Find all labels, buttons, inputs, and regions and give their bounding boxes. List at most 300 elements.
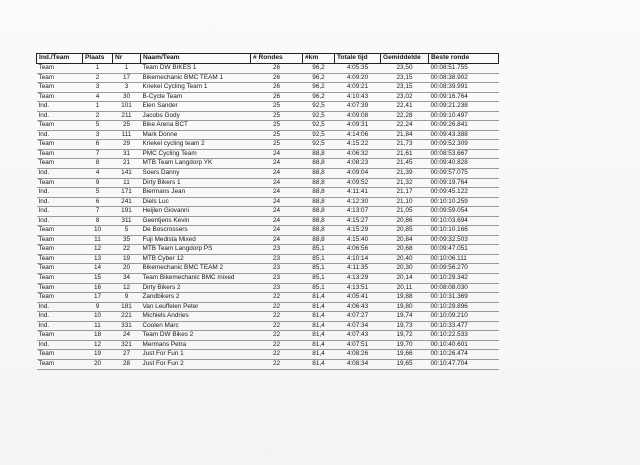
cell-totale-tijd: 4:09:20 [346, 73, 369, 81]
cell-rondes: 24 [272, 216, 281, 224]
cell-totale-tijd: 4:08:26 [346, 350, 369, 358]
cell-beste-ronde: 00:08:51.755 [430, 64, 468, 71]
cell-km: 96,2 [312, 73, 325, 81]
cell-gemiddelde: 21,45 [396, 159, 413, 167]
table-row [37, 159, 499, 169]
cell-gemiddelde: 23,50 [396, 64, 413, 71]
header-rondes: # Rondes [251, 54, 303, 64]
cell-beste-ronde: 00:10:10.166 [430, 226, 468, 234]
cell-km: 81,4 [312, 331, 325, 339]
cell-gemiddelde: 20,30 [396, 264, 413, 272]
cell-rondes: 24 [272, 207, 281, 215]
cell-plaats: 8 [95, 216, 100, 224]
cell-naam-team: B-Cycle Team [142, 92, 183, 100]
cell-gemiddelde: 19,66 [396, 350, 413, 358]
cell-totale-tijd: 4:15:22 [346, 140, 369, 148]
cell-nr: 25 [122, 121, 131, 129]
cell-rondes: 25 [272, 130, 281, 138]
cell-km: 88,8 [312, 159, 325, 167]
cell-ind-team: Team [38, 159, 55, 167]
cell-rondes: 22 [272, 293, 281, 301]
cell-beste-ronde: 00:10:31.369 [430, 293, 468, 301]
cell-ind-team: Ind. [38, 130, 50, 138]
cell-plaats: 10 [93, 312, 102, 320]
cell-beste-ronde: 00:10:29.896 [430, 302, 468, 310]
cell-naam-team: Bike Arena BCT [142, 121, 188, 129]
cell-plaats: 3 [95, 130, 100, 138]
cell-km: 81,4 [312, 312, 325, 320]
cell-rondes: 26 [272, 92, 281, 100]
table-row [37, 331, 499, 341]
cell-nr: 29 [122, 140, 131, 148]
cell-rondes: 25 [272, 121, 281, 129]
cell-totale-tijd: 4:07:34 [346, 321, 369, 329]
cell-gemiddelde: 21,05 [396, 207, 413, 215]
cell-plaats: 16 [93, 283, 102, 291]
cell-rondes: 23 [272, 283, 281, 291]
cell-gemiddelde: 20,68 [396, 245, 413, 253]
cell-rondes: 26 [272, 83, 281, 91]
cell-beste-ronde: 00:09:43.388 [430, 130, 468, 138]
cell-gemiddelde: 21,32 [396, 178, 413, 186]
cell-km: 81,4 [312, 302, 325, 310]
cell-plaats: 2 [95, 111, 100, 119]
header-row [37, 54, 499, 64]
cell-ind-team: Ind. [38, 102, 50, 110]
cell-beste-ronde: 00:10:22.533 [430, 331, 468, 339]
cell-km: 88,8 [312, 169, 325, 177]
table-row [37, 226, 499, 236]
cell-km: 92,5 [312, 121, 325, 129]
table-row [37, 197, 499, 207]
cell-beste-ronde: 00:08:53.667 [430, 149, 468, 157]
table-row [37, 321, 499, 331]
header-ind-team: Ind./Team [37, 54, 83, 64]
header-beste-ronde: Beste ronde [429, 54, 499, 64]
cell-km: 85,1 [312, 245, 325, 253]
cell-naam-team: Team Bikemechanic BMC mixed [142, 274, 235, 282]
cell-plaats: 8 [95, 159, 100, 167]
cell-ind-team: Team [38, 350, 55, 358]
cell-plaats: 9 [95, 302, 100, 310]
cell-gemiddelde: 20,11 [396, 283, 413, 291]
cell-km: 96,2 [312, 64, 325, 71]
cell-rondes: 26 [272, 73, 281, 81]
cell-nr: 141 [121, 169, 132, 177]
cell-totale-tijd: 4:13:51 [346, 283, 369, 291]
cell-naam-team: MTB Team Langdorp YK [142, 159, 213, 167]
cell-km: 88,8 [312, 188, 325, 196]
cell-totale-tijd: 4:07:51 [346, 340, 369, 348]
cell-beste-ronde: 00:10:29.342 [430, 274, 468, 282]
cell-ind-team: Ind. [38, 312, 50, 320]
cell-nr: 221 [121, 312, 132, 320]
cell-gemiddelde: 22,41 [396, 102, 413, 110]
cell-nr: 20 [122, 264, 131, 272]
table-row [37, 235, 499, 245]
header-nr: Nr [113, 54, 141, 64]
cell-nr: 27 [122, 350, 131, 358]
table-row [37, 312, 499, 322]
cell-rondes: 22 [272, 302, 281, 310]
cell-ind-team: Team [38, 359, 55, 367]
table-row [37, 293, 499, 303]
table-row [37, 207, 499, 217]
table-row [37, 302, 499, 312]
cell-km: 81,4 [312, 359, 325, 367]
cell-beste-ronde: 00:10:26.474 [430, 350, 468, 358]
cell-rondes: 22 [272, 350, 281, 358]
cell-gemiddelde: 19,70 [396, 340, 413, 348]
cell-km: 88,8 [312, 149, 325, 157]
cell-km: 88,8 [312, 207, 325, 215]
cell-gemiddelde: 19,72 [396, 331, 413, 339]
cell-beste-ronde: 00:10:40.601 [430, 340, 468, 348]
table-row [37, 64, 499, 74]
cell-plaats: 5 [95, 188, 100, 196]
cell-gemiddelde: 20,85 [396, 226, 413, 234]
cell-beste-ronde: 00:09:47.051 [430, 245, 468, 253]
cell-km: 81,4 [312, 350, 325, 358]
cell-naam-team: Jacobs Gody [142, 111, 180, 119]
cell-plaats: 18 [93, 331, 102, 339]
cell-rondes: 24 [272, 235, 281, 243]
cell-rondes: 24 [272, 178, 281, 186]
cell-gemiddelde: 20,40 [396, 254, 413, 262]
cell-plaats: 10 [93, 226, 102, 234]
cell-ind-team: Team [38, 121, 55, 129]
cell-gemiddelde: 22,28 [396, 111, 413, 119]
table-row [37, 350, 499, 360]
cell-naam-team: Coolen Marc [142, 321, 179, 329]
cell-nr: 21 [122, 159, 131, 167]
cell-naam-team: Diels Luc [142, 197, 169, 205]
cell-gemiddelde: 22,24 [396, 121, 413, 129]
cell-nr: 311 [121, 216, 132, 224]
cell-km: 88,8 [312, 226, 325, 234]
cell-naam-team: Team DW Bikes 2 [142, 331, 194, 339]
cell-rondes: 24 [272, 188, 281, 196]
cell-gemiddelde: 19,88 [396, 293, 413, 301]
cell-naam-team: Just For Fun 1 [142, 350, 184, 358]
cell-plaats: 3 [95, 83, 100, 91]
cell-ind-team: Team [38, 140, 55, 148]
cell-naam-team: Van Leuffelen Peter [142, 302, 199, 310]
cell-plaats: 17 [93, 293, 102, 301]
cell-naam-team: Kriekel cycling team 2 [142, 140, 205, 148]
cell-km: 96,2 [312, 92, 325, 100]
cell-naam-team: Just For Fun 2 [142, 359, 184, 367]
cell-naam-team: Mark Donne [142, 130, 178, 138]
cell-beste-ronde: 00:09:26.841 [430, 121, 468, 129]
cell-plaats: 11 [94, 235, 101, 243]
cell-km: 92,5 [312, 140, 325, 148]
cell-totale-tijd: 4:05:35 [346, 64, 369, 71]
header-totale-tijd: Totale tijd [335, 54, 381, 64]
cell-km: 88,8 [312, 178, 325, 186]
cell-nr: 19 [122, 254, 131, 262]
cell-gemiddelde: 19,74 [396, 312, 413, 320]
cell-totale-tijd: 4:06:32 [346, 149, 369, 157]
cell-km: 85,1 [312, 274, 325, 282]
cell-plaats: 7 [95, 149, 100, 157]
cell-ind-team: Team [38, 64, 55, 71]
cell-plaats: 6 [95, 197, 100, 205]
cell-plaats: 20 [93, 359, 102, 367]
cell-beste-ronde: 00:09:16.764 [430, 92, 468, 100]
cell-gemiddelde: 23,02 [396, 92, 413, 100]
cell-beste-ronde: 00:09:45.122 [430, 188, 468, 196]
cell-ind-team: Ind. [38, 340, 50, 348]
cell-beste-ronde: 00:09:40.828 [430, 159, 468, 167]
cell-plaats: 7 [95, 207, 100, 215]
cell-nr: 5 [124, 226, 129, 234]
header-naam-team: Naam/Team [141, 54, 251, 64]
cell-km: 81,4 [312, 340, 325, 348]
cell-plaats: 15 [93, 274, 102, 282]
cell-ind-team: Ind. [38, 111, 50, 119]
cell-totale-tijd: 4:09:21 [346, 83, 369, 91]
table-row [37, 130, 499, 140]
table-row [37, 245, 499, 255]
cell-ind-team: Team [38, 283, 55, 291]
cell-km: 96,2 [312, 83, 325, 91]
cell-gemiddelde: 21,73 [396, 140, 413, 148]
cell-km: 92,5 [312, 111, 325, 119]
cell-nr: 17 [122, 73, 131, 81]
cell-plaats: 13 [93, 254, 102, 262]
cell-plaats: 11 [94, 321, 101, 329]
cell-nr: 35 [122, 235, 131, 243]
cell-beste-ronde: 00:09:59.054 [430, 207, 468, 215]
cell-beste-ronde: 00:09:21.238 [430, 102, 468, 110]
cell-totale-tijd: 4:07:39 [346, 102, 369, 110]
table-row [37, 216, 499, 226]
cell-nr: 101 [121, 102, 132, 110]
table-row [37, 283, 499, 293]
cell-beste-ronde: 00:09:19.764 [430, 178, 468, 186]
cell-beste-ronde: 00:08:38.902 [430, 73, 468, 81]
cell-nr: 34 [122, 274, 131, 282]
cell-km: 92,5 [312, 130, 325, 138]
cell-ind-team: Team [38, 83, 55, 91]
cell-ind-team: Team [38, 331, 55, 339]
cell-totale-tijd: 4:15:27 [346, 216, 369, 224]
cell-ind-team: Ind. [38, 302, 50, 310]
cell-nr: 12 [122, 283, 131, 291]
cell-beste-ronde: 00:10:47.704 [430, 359, 468, 367]
cell-rondes: 25 [272, 140, 281, 148]
cell-km: 85,1 [312, 254, 325, 262]
cell-totale-tijd: 4:10:14 [346, 254, 369, 262]
cell-beste-ronde: 00:08:08.030 [430, 283, 468, 291]
cell-nr: 211 [121, 111, 132, 119]
cell-totale-tijd: 4:05:41 [346, 293, 369, 301]
cell-naam-team: Heijlen Giovanni [142, 207, 190, 215]
cell-rondes: 22 [272, 331, 281, 339]
cell-nr: 11 [123, 178, 130, 186]
table-row [37, 254, 499, 264]
cell-naam-team: Dirty Bikers 2 [142, 283, 181, 291]
cell-totale-tijd: 4:09:04 [346, 169, 369, 177]
cell-rondes: 24 [272, 226, 281, 234]
cell-rondes: 22 [272, 359, 281, 367]
cell-nr: 241 [121, 197, 132, 205]
cell-naam-team: Dirty Bikers 1 [142, 178, 181, 186]
cell-totale-tijd: 4:07:27 [346, 312, 369, 320]
cell-ind-team: Ind. [38, 188, 50, 196]
cell-plaats: 6 [95, 140, 100, 148]
cell-ind-team: Team [38, 178, 55, 186]
cell-nr: 3 [124, 83, 129, 91]
header-plaats: Plaats [83, 54, 113, 64]
cell-rondes: 22 [272, 321, 281, 329]
cell-rondes: 23 [272, 245, 281, 253]
header-gemiddelde: Gemiddelde [381, 54, 429, 64]
results-body [37, 64, 499, 370]
cell-ind-team: Team [38, 235, 55, 243]
table-row [37, 92, 499, 102]
cell-totale-tijd: 4:09:31 [346, 121, 369, 129]
cell-gemiddelde: 21,17 [396, 188, 413, 196]
cell-ind-team: Team [38, 264, 55, 272]
cell-ind-team: Team [38, 226, 55, 234]
cell-nr: 24 [122, 331, 131, 339]
cell-totale-tijd: 4:12:30 [346, 197, 369, 205]
cell-gemiddelde: 23,15 [396, 83, 413, 91]
cell-beste-ronde: 00:10:10.259 [430, 197, 468, 205]
cell-nr: 31 [122, 149, 131, 157]
cell-totale-tijd: 4:11:41 [347, 188, 368, 196]
cell-beste-ronde: 00:09:56.270 [430, 264, 468, 272]
cell-totale-tijd: 4:06:43 [346, 302, 369, 310]
cell-naam-team: Elen Sander [142, 102, 178, 110]
cell-totale-tijd: 4:15:29 [346, 226, 369, 234]
cell-rondes: 24 [272, 149, 281, 157]
cell-ind-team: Team [38, 293, 55, 301]
table-row [37, 340, 499, 350]
cell-naam-team: MTB Team Langdorp PS [142, 245, 213, 253]
cell-naam-team: Zandbikers 2 [142, 293, 180, 301]
cell-km: 85,1 [312, 264, 325, 272]
table-row [37, 359, 499, 369]
cell-beste-ronde: 00:09:57.075 [430, 169, 468, 177]
cell-totale-tijd: 4:08:34 [346, 359, 369, 367]
cell-naam-team: Soers Danny [142, 169, 180, 177]
cell-beste-ronde: 00:09:32.503 [430, 235, 468, 243]
cell-ind-team: Ind. [38, 169, 50, 177]
table-row [37, 274, 499, 284]
cell-km: 88,8 [312, 216, 325, 224]
cell-naam-team: Bikemechanic BMC TEAM 1 [142, 73, 224, 81]
cell-totale-tijd: 4:06:56 [346, 245, 369, 253]
cell-ind-team: Team [38, 149, 55, 157]
cell-nr: 30 [122, 92, 131, 100]
cell-plaats: 14 [93, 264, 102, 272]
cell-rondes: 22 [272, 340, 281, 348]
cell-ind-team: Ind. [38, 207, 50, 215]
cell-plaats: 1 [95, 64, 100, 71]
cell-nr: 181 [121, 302, 132, 310]
cell-beste-ronde: 00:08:39.991 [430, 83, 468, 91]
cell-naam-team: Biermans Jean [142, 188, 186, 196]
cell-naam-team: Kriekel Cycling Team 1 [142, 83, 208, 91]
cell-ind-team: Team [38, 245, 55, 253]
cell-nr: 111 [121, 130, 132, 138]
scan-speck [268, 454, 269, 455]
cell-totale-tijd: 4:10:43 [346, 92, 369, 100]
cell-plaats: 12 [93, 340, 102, 348]
cell-totale-tijd: 4:11:35 [347, 264, 368, 272]
table-row [37, 121, 499, 131]
cell-totale-tijd: 4:09:52 [346, 178, 369, 186]
cell-nr: 1 [124, 64, 129, 71]
table-row [37, 188, 499, 198]
cell-ind-team: Ind. [38, 197, 50, 205]
cell-gemiddelde: 23,15 [396, 73, 413, 81]
cell-totale-tijd: 4:13:07 [346, 207, 369, 215]
cell-naam-team: Michiels Andries [142, 312, 189, 320]
cell-km: 81,4 [312, 293, 325, 301]
cell-naam-team: Mermans Petra [142, 340, 187, 348]
cell-totale-tijd: 4:15:40 [346, 235, 369, 243]
cell-rondes: 24 [272, 197, 281, 205]
cell-naam-team: Bikemechanic BMC TEAM 2 [142, 264, 224, 272]
cell-totale-tijd: 4:09:08 [346, 111, 369, 119]
cell-plaats: 9 [95, 178, 100, 186]
cell-gemiddelde: 20,86 [396, 216, 413, 224]
scan-speck [210, 26, 211, 27]
cell-totale-tijd: 4:07:43 [346, 331, 369, 339]
cell-beste-ronde: 00:09:52.309 [430, 140, 468, 148]
cell-plaats: 19 [93, 350, 102, 358]
cell-beste-ronde: 00:10:06.111 [430, 254, 467, 262]
cell-gemiddelde: 19,73 [396, 321, 413, 329]
cell-nr: 9 [124, 293, 129, 301]
cell-plaats: 1 [95, 102, 100, 110]
cell-nr: 191 [121, 207, 132, 215]
cell-ind-team: Team [38, 92, 55, 100]
cell-gemiddelde: 20,14 [396, 274, 413, 282]
cell-ind-team: Ind. [38, 216, 50, 224]
cell-beste-ronde: 00:10:09.210 [430, 312, 468, 320]
cell-gemiddelde: 21,84 [396, 130, 413, 138]
cell-rondes: 24 [272, 159, 281, 167]
cell-gemiddelde: 21,61 [396, 149, 413, 157]
cell-rondes: 24 [272, 169, 281, 177]
table-row [37, 149, 499, 159]
cell-ind-team: Team [38, 73, 55, 81]
cell-plaats: 12 [93, 245, 102, 253]
cell-ind-team: Ind. [38, 321, 50, 329]
cell-ind-team: Team [38, 254, 55, 262]
table-row [37, 169, 499, 179]
cell-gemiddelde: 20,84 [396, 235, 413, 243]
cell-nr: 22 [122, 245, 131, 253]
cell-nr: 321 [121, 340, 132, 348]
table-row [37, 140, 499, 150]
cell-beste-ronde: 00:09:10.497 [430, 111, 468, 119]
cell-gemiddelde: 19,80 [396, 302, 413, 310]
cell-km: 81,4 [312, 321, 325, 329]
cell-naam-team: MTB Cyber 12 [142, 254, 184, 262]
cell-plaats: 4 [95, 92, 100, 100]
cell-ind-team: Team [38, 274, 55, 282]
cell-rondes: 26 [272, 64, 281, 71]
cell-beste-ronde: 00:10:03.694 [430, 216, 468, 224]
cell-naam-team: Geentjens Kevin [142, 216, 190, 224]
cell-km: 85,1 [312, 283, 325, 291]
